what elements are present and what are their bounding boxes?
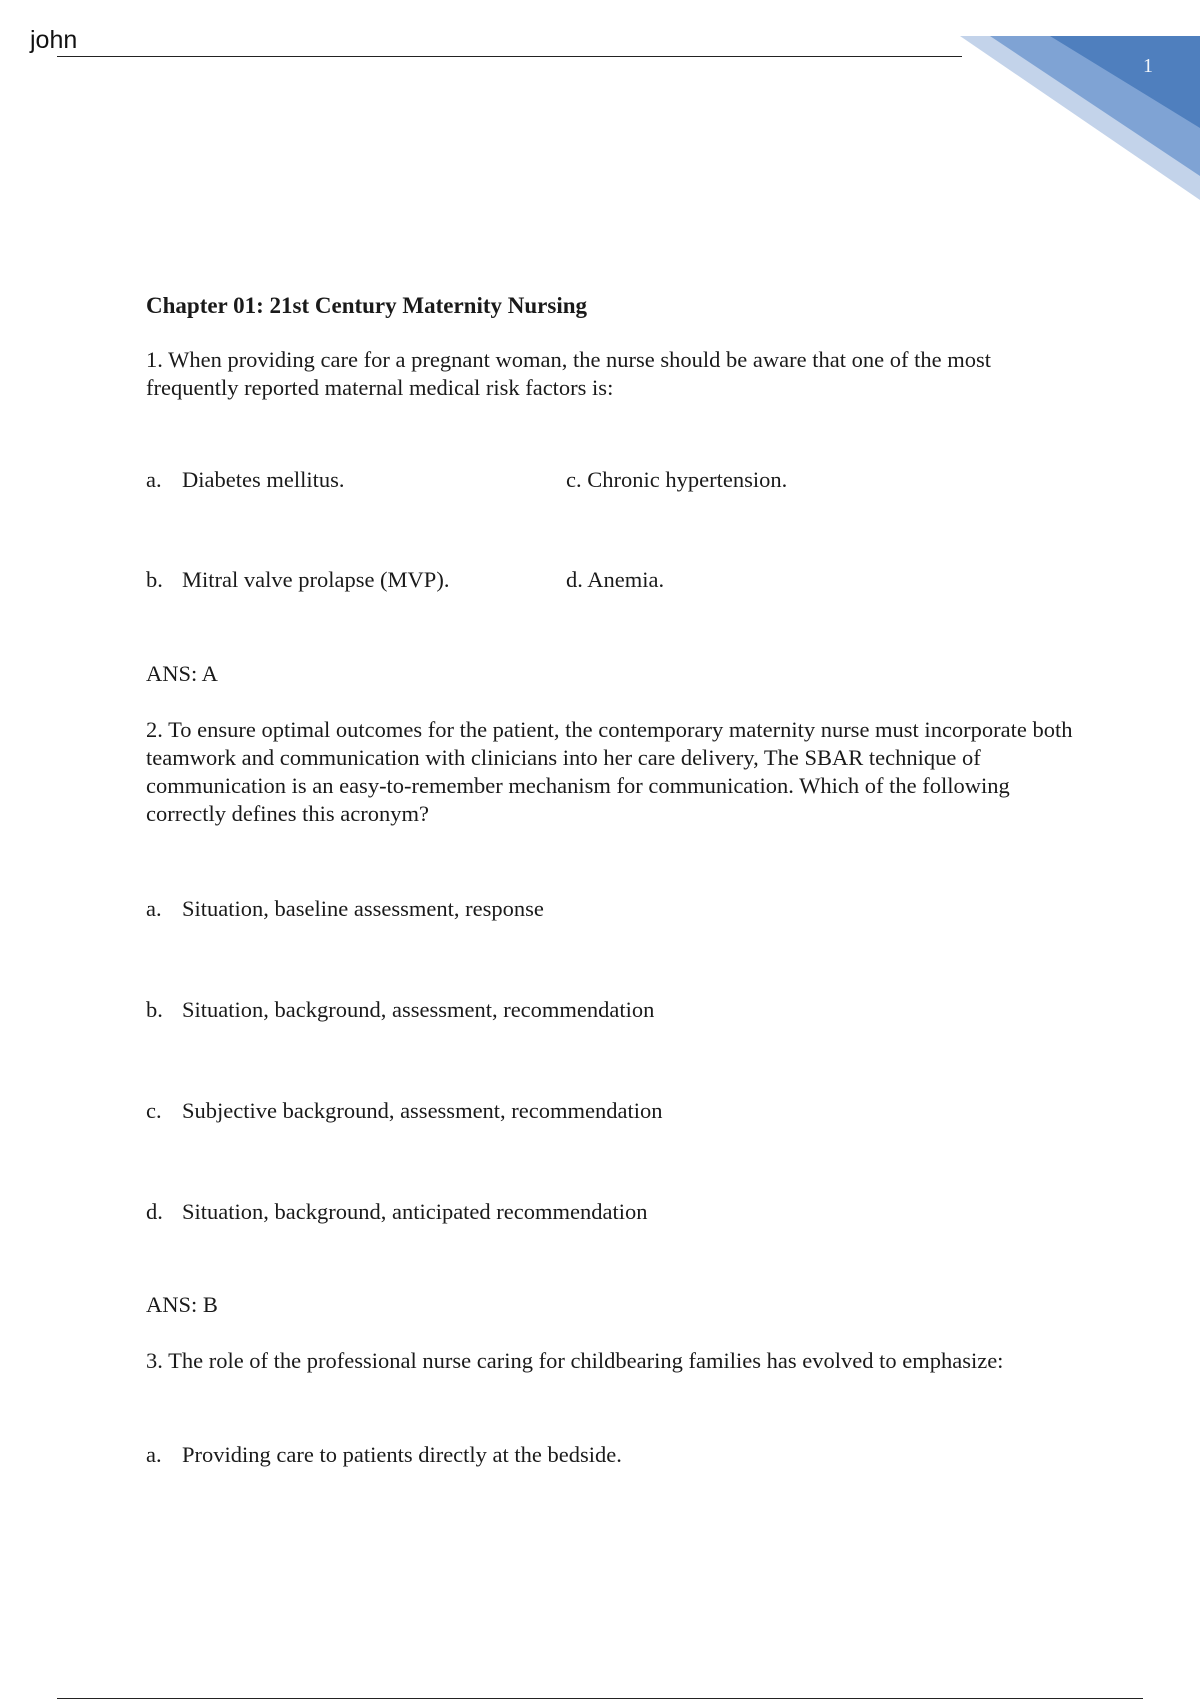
option-letter: c. xyxy=(566,467,582,492)
option-letter: b. xyxy=(146,567,163,592)
option-text: Situation, background, assessment, recommendation xyxy=(182,997,655,1022)
option-letter: d. xyxy=(566,567,583,592)
option-text: Subjective background, assessment, recommendation xyxy=(182,1098,663,1123)
question-2-option-b xyxy=(146,996,654,1024)
option-text: Anemia. xyxy=(587,567,665,592)
question-2-answer: ANS: B xyxy=(146,1292,218,1317)
page-number: 1 xyxy=(1143,55,1153,77)
header-author: john xyxy=(30,26,78,54)
question-3-stem: 3. The role of the professional nurse caring for childbearing families has evolved to emphasize: xyxy=(146,1348,1004,1373)
question-1-stem: 1. When providing care for a pregnant woman, the nurse should be aware that one of the most frequently reported maternal medical risk factors is: xyxy=(146,347,991,400)
corner-decoration xyxy=(960,36,1200,200)
question-1-option-a xyxy=(146,466,344,494)
question-1-option-c xyxy=(566,466,787,494)
option-letter: a. xyxy=(146,467,162,492)
option-letter: c. xyxy=(146,1098,162,1123)
footer-rule xyxy=(57,1698,1143,1699)
option-text: Diabetes mellitus. xyxy=(182,467,345,492)
option-text: Situation, baseline assessment, response xyxy=(182,896,544,921)
option-text: Situation, background, anticipated recommendation xyxy=(182,1199,648,1224)
option-letter: a. xyxy=(146,896,162,921)
question-1-option-b xyxy=(146,566,449,594)
question-2-option-c xyxy=(146,1097,663,1125)
question-3-option-a xyxy=(146,1441,622,1469)
header-rule xyxy=(57,56,962,57)
chapter-title: Chapter 01: 21st Century Maternity Nursing xyxy=(146,293,588,318)
option-text: Providing care to patients directly at the bedside. xyxy=(182,1442,622,1467)
option-text: Mitral valve prolapse (MVP). xyxy=(182,567,450,592)
question-1-answer: ANS: A xyxy=(146,661,218,686)
question-2-stem: 2. To ensure optimal outcomes for the patient, the contemporary maternity nurse must incorporate both teamwork and communication with clinicians into her care delivery, The SBAR technique of communication is an easy-to-remember mechanism for communication. Which of the following correctly defines this acronym? xyxy=(146,717,1073,826)
question-1-option-d xyxy=(566,566,664,594)
question-2-option-d xyxy=(146,1198,648,1226)
question-2-option-a xyxy=(146,895,544,923)
option-letter: d. xyxy=(146,1199,163,1224)
option-letter: b. xyxy=(146,997,163,1022)
option-text: Chronic hypertension. xyxy=(587,467,788,492)
option-letter: a. xyxy=(146,1442,162,1467)
